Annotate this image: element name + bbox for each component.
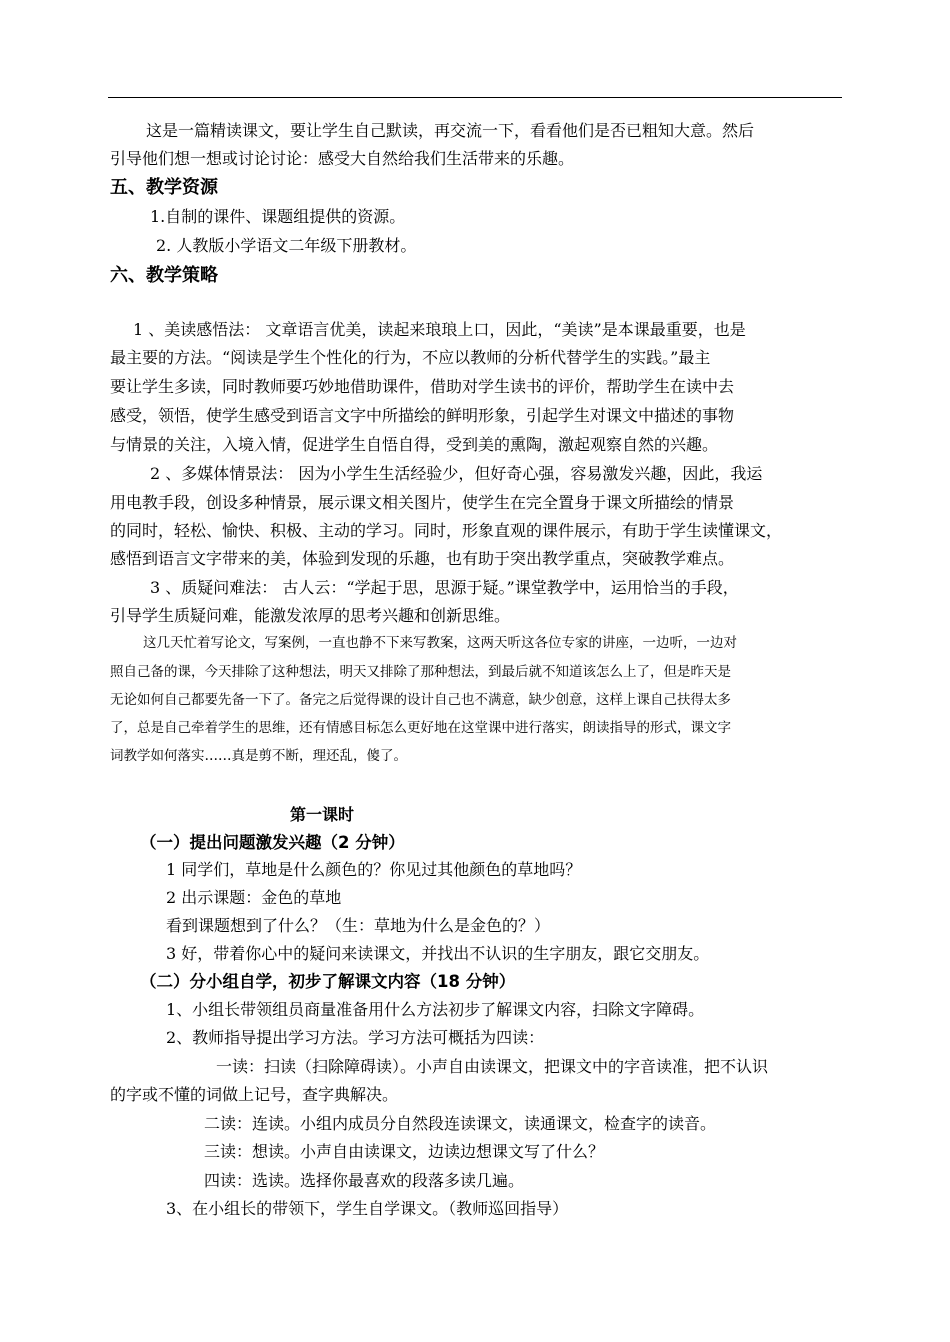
reflection-line-4: 了，总是自己牵着学生的思维，还有情感目标怎么更好地在这堂课中进行落实，朗读指导的形式，课文字 [110,720,731,736]
resource-item-2: 2. 人教版小学语文二年级下册教材。 [156,236,417,255]
strategy-3-line-1: 3 、质疑问难法： 古人云：“学起于思，思源于疑。”课堂教学中，运用恰当的手段， [150,578,739,597]
part-2-heading: （二）分小组自学，初步了解课文内容（18 分钟） [140,972,516,991]
strategy-3-line-2: 引导学生质疑问难，能激发浓厚的思考兴趣和创新思维。 [110,606,511,625]
section-6-heading: 六、教学策略 [110,265,218,286]
header-rule [108,97,842,98]
strategy-1-line-2: 最主要的方法。“阅读是学生个性化的行为，不应以教师的分析代替学生的实践。”最主 [110,348,711,367]
strategy-2-line-1: 2 、多媒体情景法： 因为小学生生活经验少，但好奇心强，容易激发兴趣，因此，我运 [150,464,763,483]
strategy-1-line-5: 与情景的关注，入境入情，促进学生自悟自得，受到美的熏陶，激起观察自然的兴趣。 [110,435,719,454]
part-1-line-4: 3 好，带着你心中的疑问来读课文，并找出不认识的生字朋友，跟它交朋友。 [166,944,710,963]
reflection-line-3: 无论如何自己都要先备一下了。备完之后觉得课的设计自己也不满意，缺少创意，这样上课自己扶得太多 [110,692,731,708]
intro-line-2: 引导他们想一想或讨论讨论：感受大自然给我们生活带来的乐趣。 [110,149,575,168]
reflection-line-5: 词教学如何落实……真是剪不断，理还乱，傻了。 [110,748,407,764]
strategy-1-line-4: 感受，领悟，使学生感受到语言文字中所描绘的鲜明形象，引起学生对课文中描述的事物 [110,406,735,425]
part-1-line-3: 看到课题想到了什么？（生：草地为什么是金色的？） [166,916,551,935]
read-method-2: 二读：连读。小组内成员分自然段连读课文，读通课文，检查字的读音。 [204,1114,717,1133]
part-1-line-2: 2 出示课题：金色的草地 [166,888,342,907]
resource-item-1: 1.自制的课件、课题组提供的资源。 [150,207,406,226]
part-2-step-3: 3、在小组长的带领下，学生自学课文。（教师巡回指导） [166,1199,569,1218]
strategy-2-line-4: 感悟到语言文字带来的美，体验到发现的乐趣，也有助于突出教学重点，突破教学难点。 [110,549,735,568]
intro-line-1: 这是一篇精读课文，要让学生自己默读，再交流一下，看看他们是否已粗知大意。然后 [146,121,755,140]
reflection-line-1: 这几天忙着写论文，写案例，一直也静不下来写教案，这两天听这各位专家的讲座，一边听，一边对 [143,635,737,651]
strategy-1-line-1: 1 、美读感悟法： 文章语言优美，读起来琅琅上口，因此，“美读”是本课最重要，也是 [133,320,746,339]
read-method-3: 三读：想读。小声自由读课文，边读边想课文写了什么？ [204,1142,605,1161]
part-2-step-2: 2、教师指导提出学习方法。学习方法可概括为四读： [166,1028,545,1047]
strategy-2-line-2: 用电教手段，创设多种情景，展示课文相关图片，使学生在完全置身于课文所描绘的情景 [110,493,735,512]
lesson-title: 第一课时 [290,805,355,824]
strategy-1-line-3: 要让学生多读，同时教师要巧妙地借助课件，借助对学生读书的评价，帮助学生在读中去 [110,377,735,396]
reflection-line-2: 照自己备的课，今天排除了这种想法，明天又排除了那种想法，到最后就不知道该怎么上了，但是昨天是 [110,664,731,680]
part-2-step-1: 1、小组长带领组员商量准备用什么方法初步了解课文内容，扫除文字障碍。 [166,1000,705,1019]
section-5-heading: 五、教学资源 [110,177,218,198]
part-1-line-1: 1 同学们，草地是什么颜色的？你见过其他颜色的草地吗？ [166,860,582,879]
read-method-1-line-2: 的字或不懂的词做上记号，查字典解决。 [110,1085,399,1104]
strategy-2-line-3: 的同时，轻松、愉快、积极、主动的学习。同时，形象直观的课件展示，有助于学生读懂课文， [110,521,783,540]
read-method-4: 四读：选读。选择你最喜欢的段落多读几遍。 [204,1171,525,1190]
read-method-1-line-1: 一读：扫读（扫除障碍读）。小声自由读课文，把课文中的字音读准，把不认识 [216,1057,769,1076]
part-1-heading: （一）提出问题激发兴趣（2 分钟） [140,833,405,852]
